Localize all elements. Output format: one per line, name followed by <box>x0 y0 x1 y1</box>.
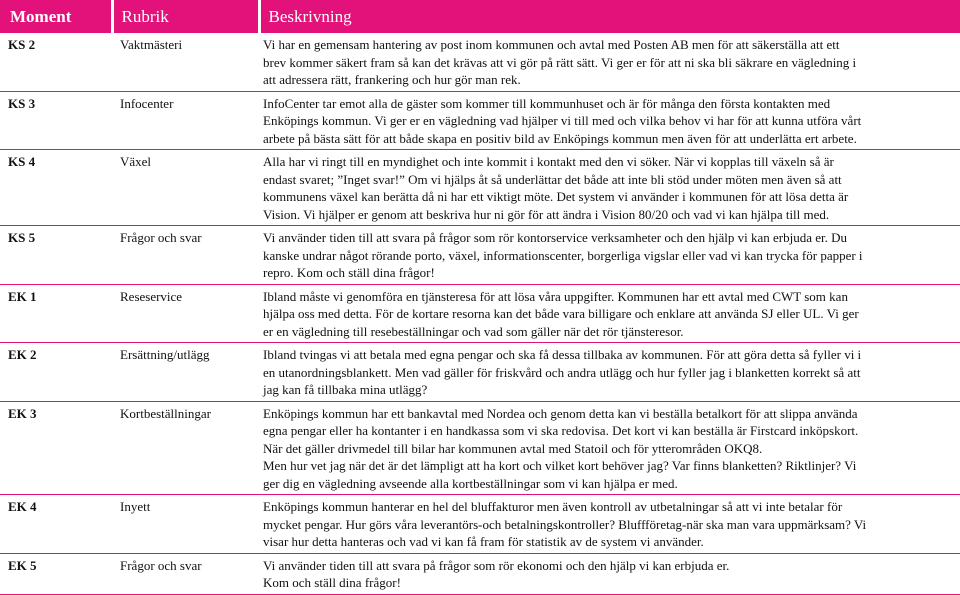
table-header <box>0 0 960 33</box>
beskrivning-line: visar hur detta hanteras och vad vi kan få fram för statistik av de system vi använder. <box>263 534 704 549</box>
beskrivning-line: repro. Kom och ställ dina frågor! <box>263 265 435 280</box>
beskrivning-line: egna pengar eller ha kontanter i en handkassa som vi ska redovisa. Det kort vi kan beställa är Firstcard inköpskort. <box>263 423 859 438</box>
beskrivning-line: Vi använder tiden till att svara på frågor som rör ekonomi och den hjälp vi kan erbjuda er. <box>263 557 730 573</box>
beskrivning-line: er en vägledning till resebeställningar och vad som gäller när det rör tjänsteresor. <box>263 323 684 339</box>
beskrivning-line: endast svaret; ”Inget svar!” Om vi hjälps åt så underlättar det både att inte bli stöd under möten men även så att <box>263 171 842 187</box>
beskrivning-line: hjälpa oss med detta. För de kortare resorna kan det både vara billigare och enklare att använda SJ eller UL. Vi ger <box>263 306 859 321</box>
moment-cell: KS 3 <box>0 91 112 150</box>
beskrivning-line: Enköpings kommun har ett bankavtal med Nordea och genom detta kan vi beställa betalkort för att slippa använda <box>263 405 858 421</box>
beskrivning-cell <box>259 284 960 343</box>
moment-cell: EK 2 <box>0 343 112 402</box>
moment-cell: KS 2 <box>0 33 112 91</box>
beskrivning-line: Men hur vet jag när det är det lämpligt att ha kort och vilket kort behöver jag? Var finns blanketten? Riktlinjer? Vi <box>263 458 857 473</box>
beskrivning-line: att adressera rätt, frankering och hur gör man rek. <box>263 72 521 87</box>
table-row <box>0 33 960 91</box>
beskrivning-line: jag kan få tillbaka mina utlägg? <box>263 382 428 397</box>
rubrik-cell: Vaktmästeri <box>112 33 259 91</box>
beskrivning-line: Kom och ställ dina frågor! <box>263 575 401 590</box>
beskrivning-line: När det gäller drivmedel till bilar har kommunen avtal med Statoil och för ytterområden OKQ8. <box>263 440 763 456</box>
rubrik-cell: Växel <box>112 150 259 226</box>
moment-cell: KS 5 <box>0 226 112 285</box>
header-moment: Moment <box>0 0 112 33</box>
beskrivning-line: Vision. Vi hjälper er genom att beskriva hur ni gör för att ändra i Vision 80/20 och vad vi kan hjälpa till med. <box>263 206 830 222</box>
rubrik-cell: Ersättning/utlägg <box>112 343 259 402</box>
beskrivning-cell <box>259 91 960 150</box>
beskrivning-line: kommunens växel kan berätta då ni har ett viktigt möte. Det system vi använder i kommunen för att lösa detta är <box>263 189 849 204</box>
table-row <box>0 226 960 285</box>
header-row <box>0 0 960 33</box>
beskrivning-line: Ibland tvingas vi att betala med egna pengar och ska få dessa tillbaka av kommunen. För att göra detta så fyller vi i <box>263 347 862 362</box>
beskrivning-cell <box>259 150 960 226</box>
beskrivning-cell <box>259 33 960 91</box>
rubrik-cell: Frågor och svar <box>112 226 259 285</box>
beskrivning-cell <box>259 401 960 495</box>
beskrivning-cell <box>259 226 960 285</box>
beskrivning-cell <box>259 495 960 554</box>
beskrivning-line: arbete på bästa sätt för att både skapa en positiv bild av Enköpings kommun men även för att underlätta ert arbete. <box>263 130 857 146</box>
beskrivning-line: InfoCenter tar emot alla de gäster som kommer till kommunhuset och är för många den första kontakten med <box>263 95 831 111</box>
beskrivning-line: Ibland måste vi genomföra en tjänsteresa för att lösa våra uppgifter. Kommunen har ett avtal med CWT som kan <box>263 288 848 304</box>
beskrivning-line: Enköpings kommun hanterar en hel del bluffakturor men även kontroll av utbetalningar så att vi inte betalar för <box>263 499 843 514</box>
rubrik-cell: Reseservice <box>112 284 259 343</box>
beskrivning-line: Vi använder tiden till att svara på frågor som rör kontorservice verksamheter och den hjälp vi kan erbjuda er. Du <box>263 230 848 245</box>
table-row <box>0 284 960 343</box>
table-row <box>0 495 960 554</box>
moment-cell: EK 5 <box>0 553 112 594</box>
beskrivning-line: ger dig en vägledning avseende alla kortbeställningar som vi kan hjälpa er med. <box>263 475 678 491</box>
rubrik-cell: Infocenter <box>112 91 259 150</box>
rubrik-cell: Frågor och svar <box>112 553 259 594</box>
beskrivning-line: mycket pengar. Hur görs våra leverantörs-och betalningskontroller? Bluffföretag-när ska man vara uppmärksam? Vi <box>263 516 867 532</box>
moment-cell: EK 1 <box>0 284 112 343</box>
beskrivning-line: brev kommer säkert fram så kan det krävas att vi gör på rätt sätt. Vi ger er för att ni ska bli säkrare en vägledning i <box>263 54 857 70</box>
header-rubrik: Rubrik <box>112 0 259 33</box>
rubrik-cell: Inyett <box>112 495 259 554</box>
table-body <box>0 33 960 594</box>
beskrivning-line: Vi har en gemensam hantering av post inom kommunen och avtal med Posten AB men för att säkerställa att ett <box>263 37 840 52</box>
table-row <box>0 343 960 402</box>
moment-cell: EK 4 <box>0 495 112 554</box>
beskrivning-cell <box>259 343 960 402</box>
table-row <box>0 401 960 495</box>
moment-cell: KS 4 <box>0 150 112 226</box>
beskrivning-line: en utanordningsblankett. Men vad gäller för friskvård och andra utlägg och hur fyller jag i blanketten korrekt så att <box>263 364 861 380</box>
beskrivning-line: kanske undrar något rörande porto, växel, informationscenter, borgerliga vigslar eller vad vi kan trycka för papper i <box>263 247 863 263</box>
beskrivning-line: Enköpings kommun. Vi ger er en vägledning vad hjälper vi till med och vilka behov vi har för att kunna utföra vårt <box>263 113 862 128</box>
table-row <box>0 150 960 226</box>
beskrivning-line: Alla har vi ringt till en myndighet och inte kommit i kontakt med den vi söker. När vi kopplas till växeln så är <box>263 154 834 169</box>
header-beskrivning: Beskrivning <box>259 0 960 33</box>
table-row <box>0 91 960 150</box>
moment-cell: EK 3 <box>0 401 112 495</box>
rubrik-cell: Kortbeställningar <box>112 401 259 495</box>
